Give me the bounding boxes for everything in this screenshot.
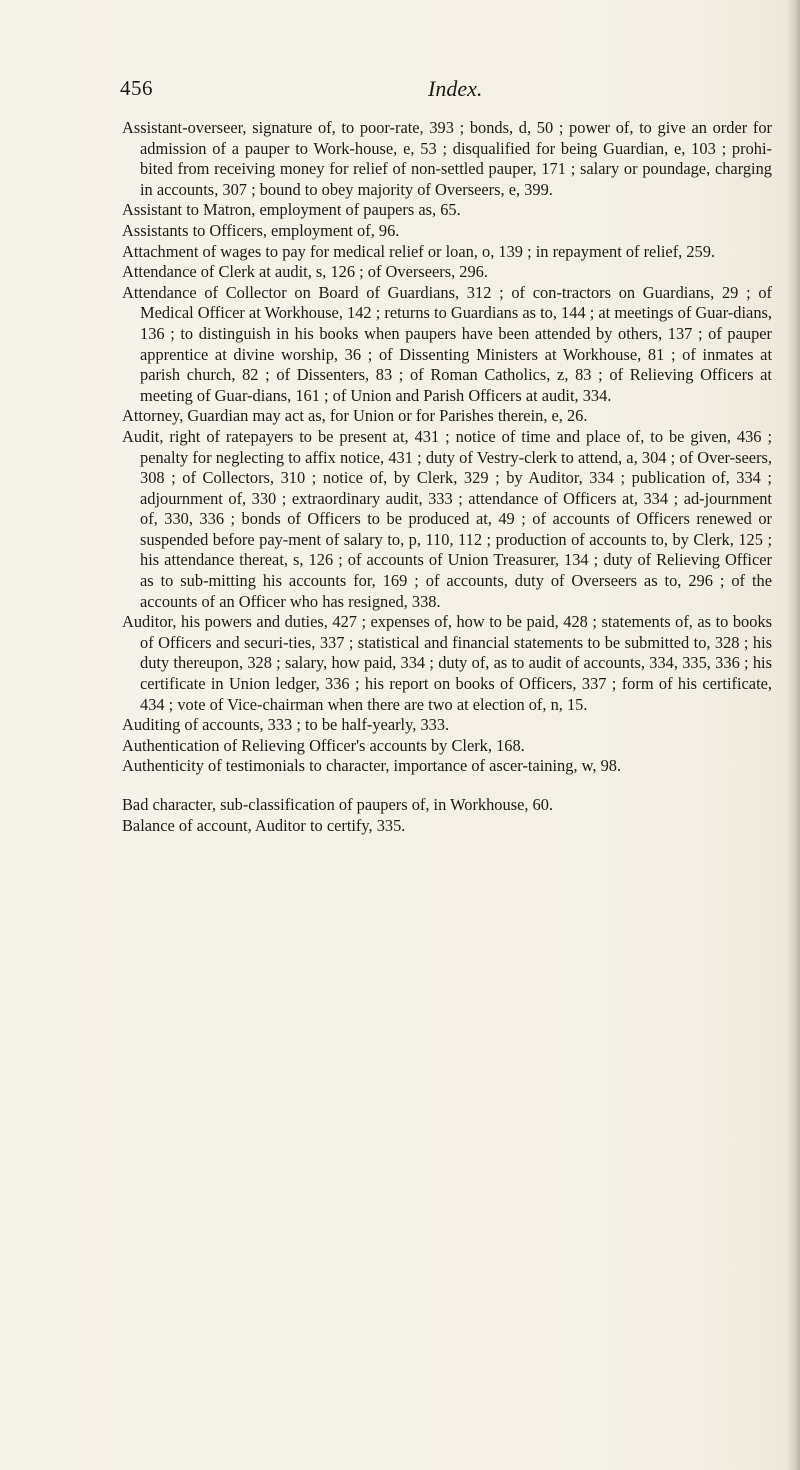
index-entries — [122, 118, 772, 836]
index-entry-balance-of-account: Balance of account, Auditor to certify, 335. — [122, 815, 406, 835]
index-entry-bad-character: Bad character, sub-classification of paupers of, in Workhouse, 60. — [122, 795, 554, 814]
index-entry-attendance-of-collector: Attendance of Collector on Board of Guardians, 312 ; of con-tractors on Guardians, 29 ; of Medical Officer at Workhouse, 142 ; returns to Guardians as to, 144 ; at meetings of Guar-dians, 136 ; to distinguish in his books when paupers have been attended by others, 137 ; of pauper apprentice at divine worship, 36 ; of Dissenting Ministers at Workhouse, 81 ; of inmates at parish church, 82 ; of Dissenters, 83 ; of Roman Catholics, z, 83 ; of Relieving Officers at meeting of Guar-dians, 161 ; of Union and Parish Officers at audit, 334. — [122, 282, 772, 405]
index-entry-auditor: Auditor, his powers and duties, 427 ; expenses of, how to be paid, 428 ; statements of, as to books of Officers and securi-ties, 337 ; statistical and financial statements to be submitted to, 328 ; his duty thereupon, 328 ; salary, how paid, 334 ; duty of, as to audit of accounts, 334, 335, 336 ; his certificate in Union ledger, 336 ; his report on books of Officers, 337 ; form of his certificate, 434 ; vote of Vice-chairman when there are two at election of, n, 15. — [122, 612, 772, 714]
index-entry-attendance-of-clerk: Attendance of Clerk at audit, s, 126 ; of Overseers, 296. — [122, 262, 488, 282]
page-number: 456 — [120, 76, 153, 100]
index-entry-audit: Audit, right of ratepayers to be present at, 431 ; notice of time and place of, to be given, 436 ; penalty for neglecting to affix notice, 431 ; duty of Vestry-clerk to attend, a, 304 ; of Over-seers, 308 ; of Collectors, 310 ; notice of, by Clerk, 329 ; by Auditor, 334 ; publication of, 334 ; adjournment of, 330 ; extraordinary audit, 333 ; attendance of Officers at, 334 ; ad-journment of, 330, 336 ; bonds of Officers to be produced at, 49 ; of accounts of Officers renewed or suspended before pay-ment of salary to, p, 110, 112 ; production of accounts to, by Clerk, 125 ; his attendance thereat, s, 126 ; of accounts of Union Treasurer, 134 ; duty of Relieving Officer as to sub-mitting his accounts for, 169 ; of accounts, duty of Overseers as to, 296 ; of the accounts of an Officer who has resigned, 338. — [122, 426, 772, 611]
page-header — [120, 76, 780, 106]
index-entry-attachment-of-wages: Attachment of wages to pay for medical relief or loan, o, 139 ; in repayment of relief, 259. — [122, 241, 716, 261]
index-entry-attorney: Attorney, Guardian may act as, for Union or for Parishes therein, e, 26. — [122, 406, 588, 426]
index-entry-authentication: Authentication of Relieving Officer's accounts by Clerk, 168. — [122, 735, 525, 755]
index-entry-assistant-to-matron: Assistant to Matron, employment of paupers as, 65. — [122, 200, 461, 220]
index-entry-auditing-of-accounts: Auditing of accounts, 333 ; to be half-yearly, 333. — [122, 715, 450, 735]
running-title: Index. — [428, 76, 483, 101]
page-edge-shadow — [786, 0, 800, 1470]
index-entry-authenticity: Authenticity of testimonials to character, importance of ascer-taining, w, 98. — [122, 756, 622, 776]
index-entry-assistants-to-officers: Assistants to Officers, employment of, 96. — [122, 220, 400, 240]
index-entry-assistant-overseer: Assistant-overseer, signature of, to poor-rate, 393 ; bonds, d, 50 ; power of, to give an order for admission of a pauper to Work-house, e, 53 ; disqualified for being Guardian, e, 103 ; prohi-bited from receiving money for relief of non-settled pauper, 171 ; salary or poundage, charging in accounts, 307 ; bound to obey majority of Overseers, e, 399. — [122, 118, 772, 199]
